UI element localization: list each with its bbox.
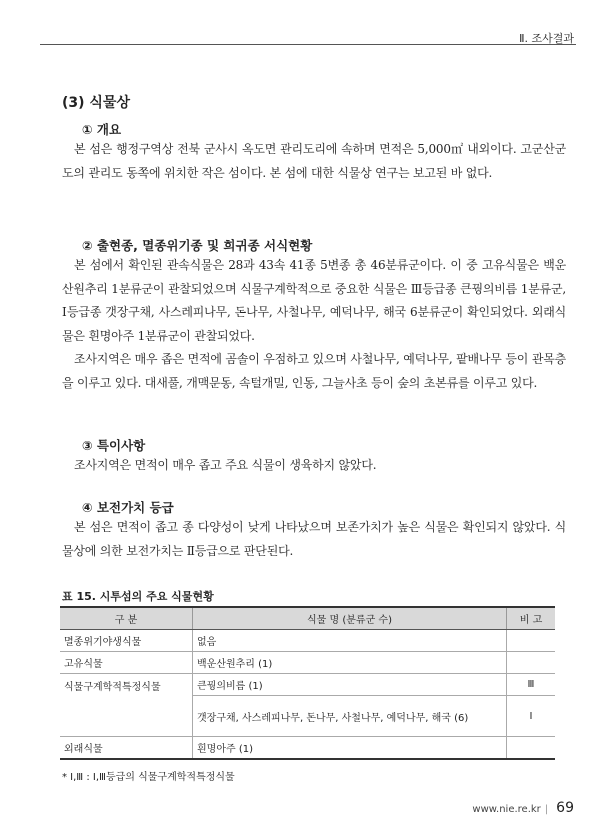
subsection-title-overview: ① 개요 [82, 122, 122, 137]
note-cell: Ⅰ [507, 696, 556, 737]
subsection-title-special: ③ 특이사항 [82, 438, 146, 453]
header-rule [40, 44, 576, 45]
category-cell: 멸종위기야생식물 [60, 630, 193, 652]
note-cell [507, 737, 556, 760]
paragraph-text: 본 섬은 행정구역상 전북 군사시 옥도면 관리도리에 속하며 면적은 5,000㎡ 내외이다. 고군산군도의 관리도 동쪽에 위치한 작은 섬이다. 본 섬에 대한 식물상 연구는 보고된 바 없다. [62, 142, 566, 180]
table-caption: 표 15. 시투섬의 주요 식물현황 [62, 590, 214, 603]
plants-cell: 없음 [193, 630, 507, 652]
note-cell [507, 652, 556, 674]
section-title: (3) 식물상 [62, 95, 130, 111]
footer-separator: | [544, 804, 549, 815]
column-header-plants: 식물 명 (분류군 수) [193, 607, 507, 630]
category-cell: 식물구계학적특정식물 [60, 674, 193, 737]
paragraph-text: 본 섬에서 확인된 관속식물은 28과 43속 41종 5변종 총 46분류군이다. 이 중 고유식물은 백운산원추리 1분류군이 관찰되었으며 식물구계학적으로 중요한 식물은 Ⅲ등급종 큰꿩의비름 1분류군, Ⅰ등급종 갯장구채, 사스레피나무, 돈나무, 사철나무, 예덕나무, 해국 6분류군이 확인되었다. 외래식물은 흰명아주 1분류군이 관찰되었다. [62, 258, 566, 343]
note-cell [507, 630, 556, 652]
subsection-title-species: ② 출현종, 멸종위기종 및 희귀종 서식현황 [82, 238, 313, 253]
table-footnote: * Ⅰ,Ⅲ : Ⅰ,Ⅲ등급의 식물구계학적특정식물 [62, 772, 235, 783]
paragraph-species [62, 254, 566, 395]
column-header-note: 비 고 [507, 607, 556, 630]
plants-cell: 큰꿩의비름 (1) [193, 674, 507, 696]
page-number: 69 [556, 800, 574, 816]
table-row [60, 737, 555, 760]
footer-url: www.nie.re.kr [472, 804, 541, 815]
plant-status-table [60, 606, 555, 760]
page-footer [472, 800, 574, 816]
column-header-category: 구 분 [60, 607, 193, 630]
table-row [60, 630, 555, 652]
category-cell: 외래식물 [60, 737, 193, 760]
paragraph-conservation [62, 516, 566, 563]
table-row [60, 652, 555, 674]
paragraph-overview [62, 138, 566, 185]
category-cell: 고유식물 [60, 652, 193, 674]
plants-cell: 백운산원추리 (1) [193, 652, 507, 674]
paragraph-special [62, 454, 566, 478]
paragraph-text: 본 섬은 면적이 좁고 종 다양성이 낮게 나타났으며 보존가치가 높은 식물은 확인되지 않았다. 식물상에 의한 보전가치는 Ⅱ등급으로 판단된다. [62, 520, 566, 558]
table-row [60, 674, 555, 696]
plants-cell: 갯장구채, 사스레피나무, 돈나무, 사철나무, 예덕나무, 해국 (6) [193, 696, 507, 737]
running-header: Ⅱ. 조사결과 [519, 32, 574, 45]
plants-cell: 흰명아주 (1) [193, 737, 507, 760]
subsection-title-conservation: ④ 보전가치 등급 [82, 500, 174, 515]
paragraph-text: 조사지역은 면적이 매우 좁고 주요 식물이 생육하지 않았다. [74, 458, 377, 472]
paragraph-text: 조사지역은 매우 좁은 면적에 곰솔이 우점하고 있으며 사철나무, 예덕나무, 팥배나무 등이 관목층을 이루고 있다. 대새풀, 개맥문동, 속털개밀, 인동, 그늘사초 등이 숲의 초본류를 이루고 있다. [62, 352, 566, 390]
note-cell: Ⅲ [507, 674, 556, 696]
